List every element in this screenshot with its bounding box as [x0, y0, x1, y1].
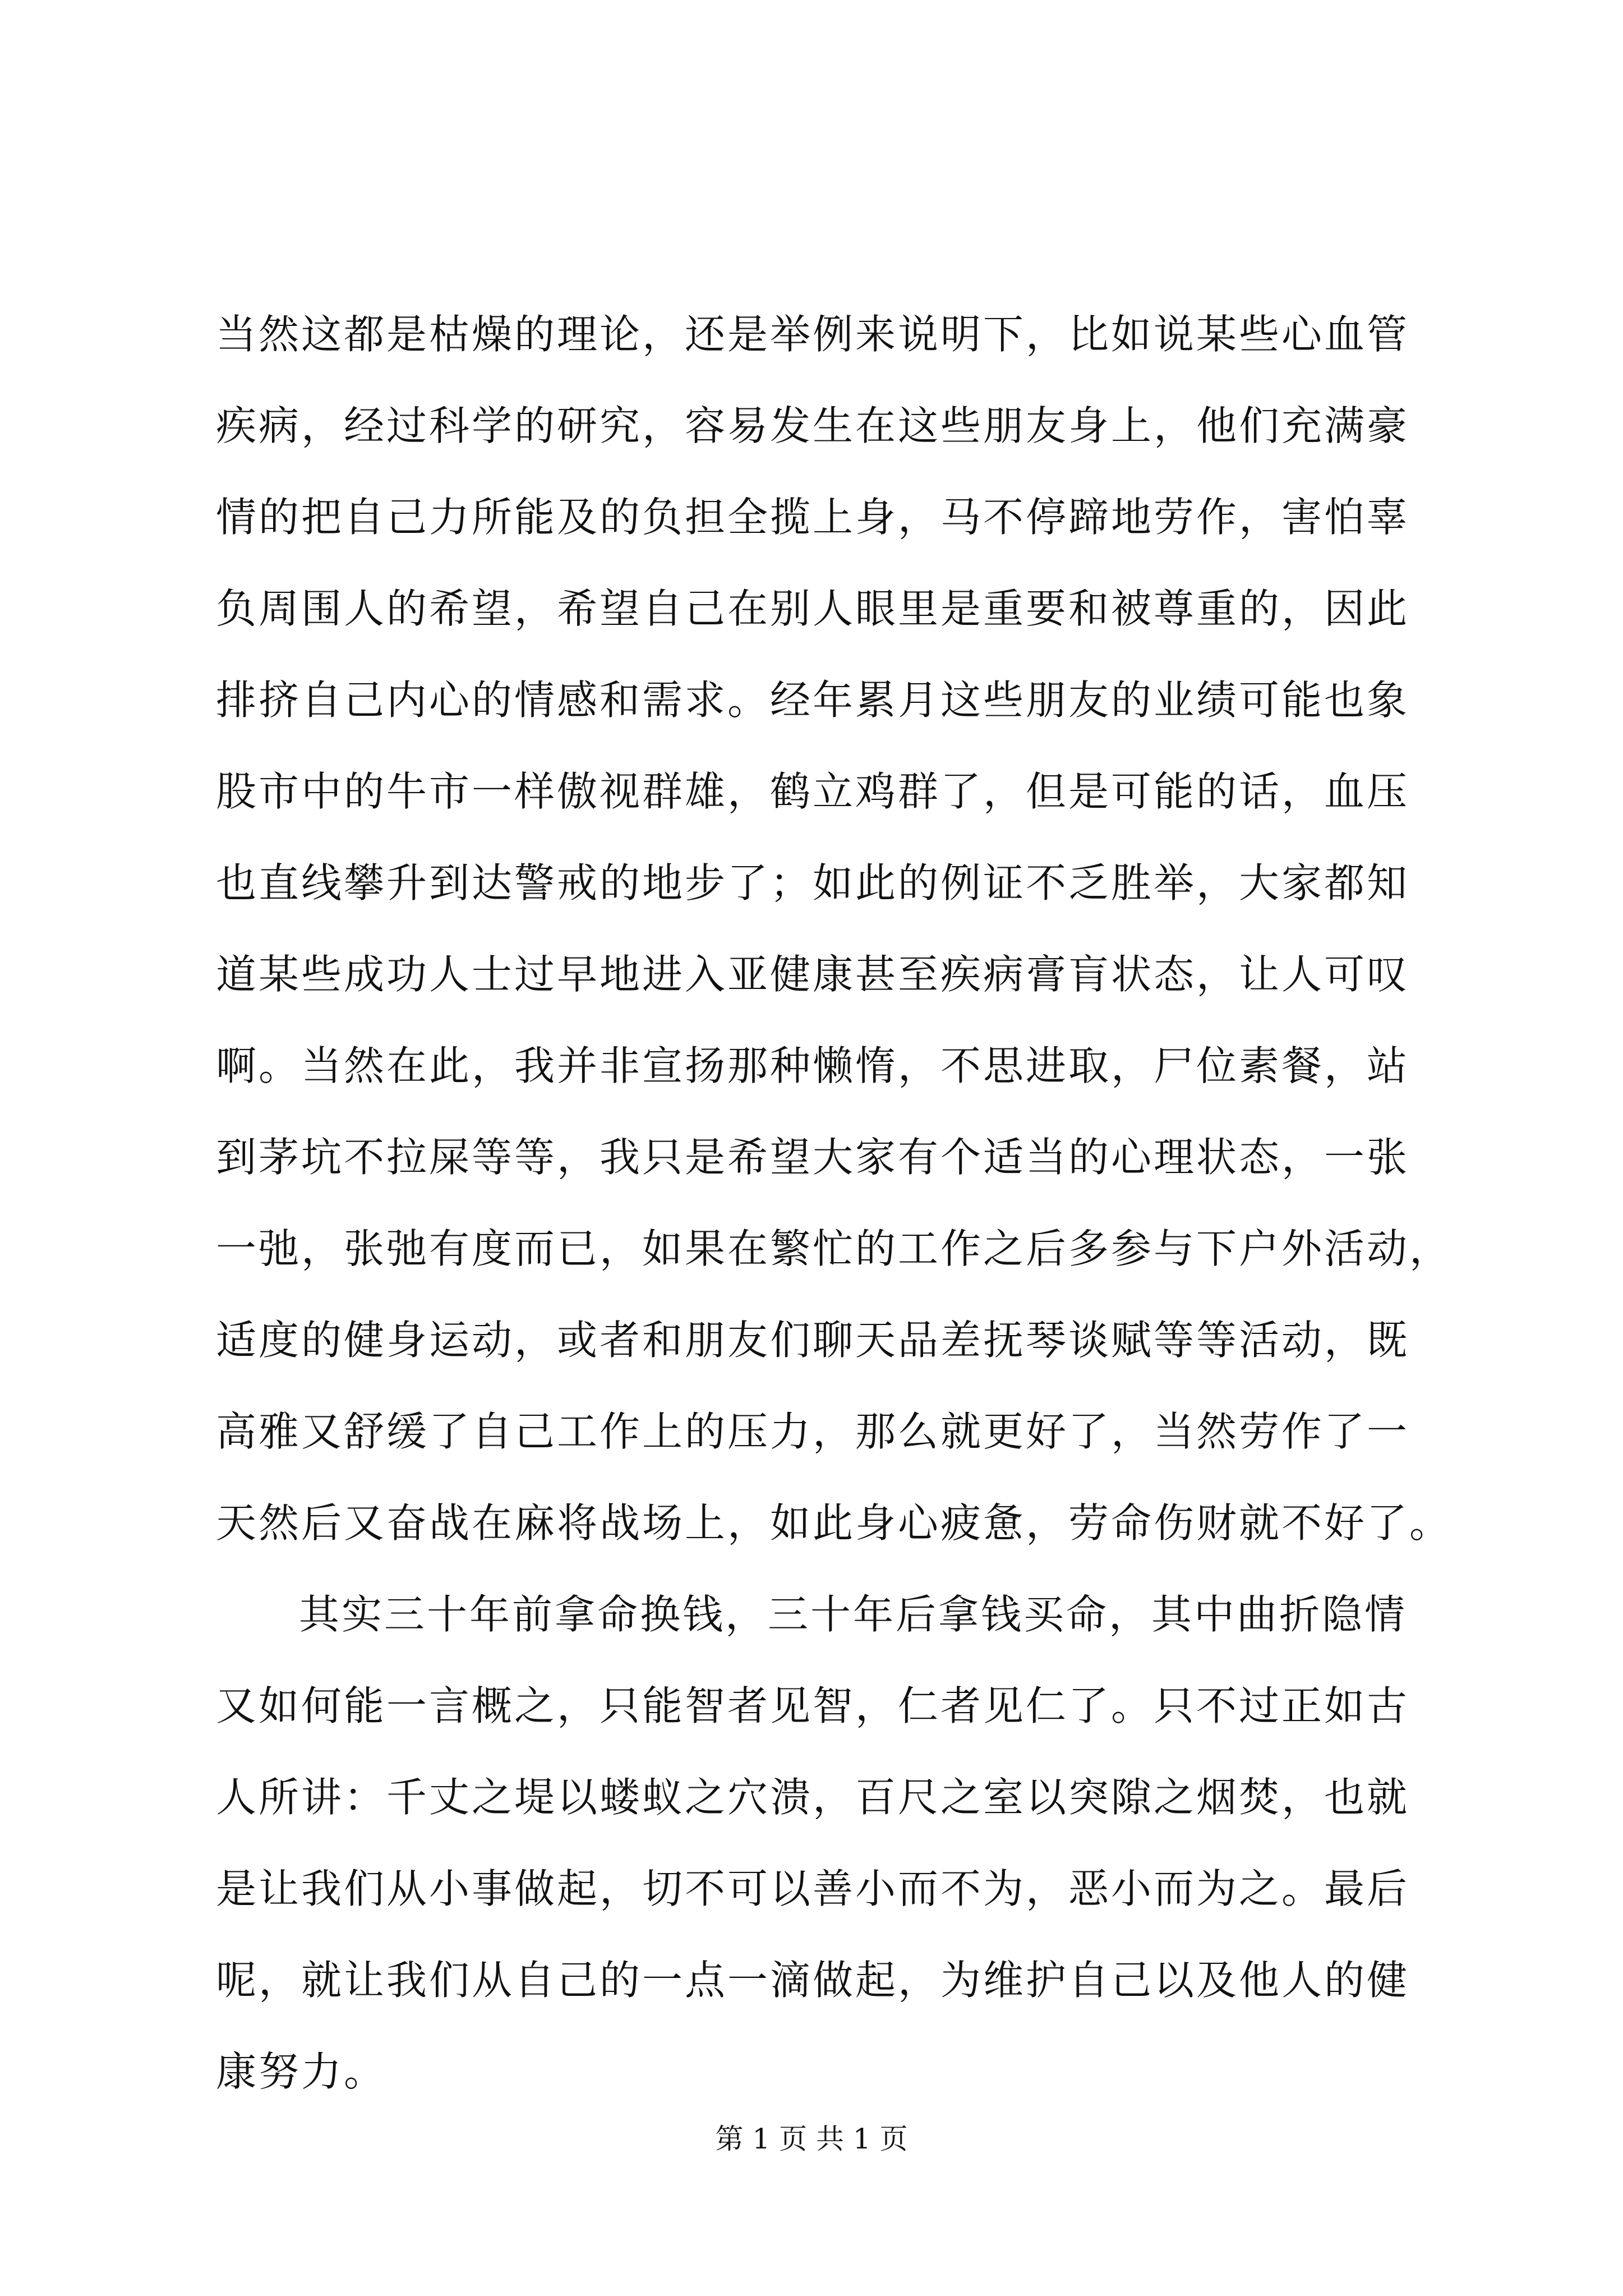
text-line: 负周围人的希望，希望自己在别人眼里是重要和被尊重的，因此 [216, 585, 1410, 632]
text-line: 啊。当然在此，我并非宣扬那种懒惰，不思进取，尸位素餐，站 [216, 1042, 1410, 1089]
text-line: 股市中的牛市一样傲视群雄，鹤立鸡群了，但是可能的话，血压 [216, 768, 1410, 815]
text-line: 是让我们从小事做起，切不可以善小而不为，恶小而为之。最后 [216, 1865, 1410, 1912]
text-line: 呢，就让我们从自己的一点一滴做起，为维护自己以及他人的健 [216, 1957, 1410, 2004]
text-line: 其实三十年前拿命换钱，三十年后拿钱买命，其中曲折隐情 [299, 1591, 1408, 1638]
text-line: 康努力。 [216, 2048, 387, 2095]
text-line: 人所讲：千丈之堤以蝼蚁之穴溃，百尺之室以突隙之烟焚，也就 [216, 1774, 1410, 1821]
text-line: 天然后又奋战在麻将战场上，如此身心疲惫，劳命伤财就不好了。 [216, 1499, 1453, 1547]
page-footer: 第 1 页 共 1 页 [715, 2123, 908, 2155]
text-line: 又如何能一言概之，只能智者见智，仁者见仁了。只不过正如古 [216, 1682, 1410, 1729]
text-line: 也直线攀升到达警戒的地步了；如此的例证不乏胜举，大家都知 [216, 859, 1410, 907]
text-line: 高雅又舒缓了自己工作上的压力，那么就更好了，当然劳作了一 [216, 1408, 1410, 1455]
text-line: 道某些成功人士过早地进入亚健康甚至疾病膏肓状态，让人可叹 [216, 951, 1410, 998]
text-line: 一弛，张弛有度而已，如果在繁忙的工作之后多参与下户外活动， [216, 1225, 1453, 1272]
document-body [216, 289, 1453, 2118]
text-line: 排挤自己内心的情感和需求。经年累月这些朋友的业绩可能也象 [216, 677, 1410, 724]
text-line: 适度的健身运动，或者和朋友们聊天品差抚琴谈赋等等活动，既 [216, 1317, 1410, 1364]
text-line: 情的把自己力所能及的负担全揽上身，马不停蹄地劳作，害怕辜 [216, 494, 1410, 541]
text-line: 当然这都是枯燥的理论，还是举例来说明下，比如说某些心血管 [216, 311, 1410, 358]
text-line: 疾病，经过科学的研究，容易发生在这些朋友身上，他们充满豪 [216, 402, 1410, 449]
text-line: 到茅坑不拉屎等等，我只是希望大家有个适当的心理状态，一张 [216, 1134, 1410, 1181]
